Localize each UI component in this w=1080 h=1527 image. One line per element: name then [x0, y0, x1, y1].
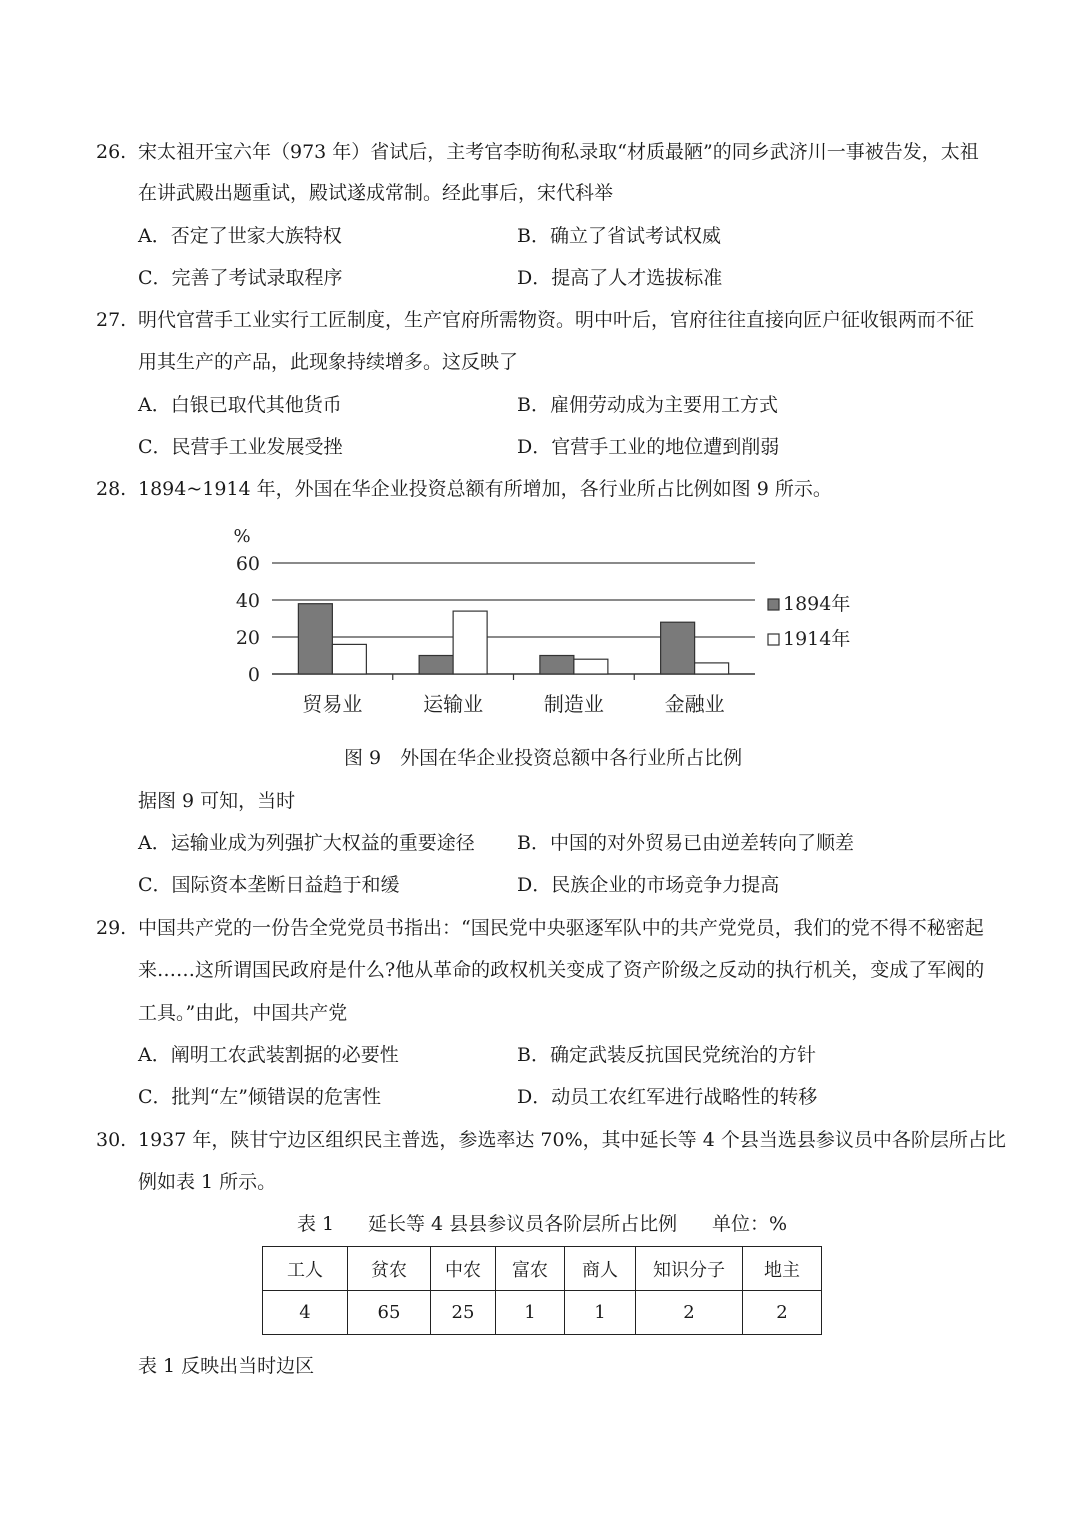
question-27-option-a[interactable]: A．白银已取代其他货币	[138, 394, 342, 416]
question-29-stem-line2: 来……这所谓国民政府是什么?他从革命的政权机关变成了资产阶级之反动的执行机关，变成了军阀的	[138, 959, 985, 981]
question-29-option-d[interactable]: D．动员工农红军进行战略性的转移	[517, 1086, 818, 1108]
question-26-number: 26.	[96, 141, 127, 163]
question-29-stem-line1: 中国共产党的一份告全党党员书指出：“国民党中央驱逐军队中的共产党党员，我们的党不得不秘密起	[138, 917, 984, 939]
question-28-option-a[interactable]: A．运输业成为列强扩大权益的重要途径	[138, 832, 475, 854]
council-composition-table	[262, 1246, 822, 1335]
bar-series-2	[453, 611, 487, 674]
table-value-cell: 65	[348, 1291, 431, 1335]
bar-series-1	[298, 604, 332, 674]
legend-swatch	[768, 634, 779, 645]
table-header-cell: 知识分子	[636, 1247, 743, 1291]
y-axis-unit-label: %	[233, 526, 251, 547]
table-value-cell: 4	[263, 1291, 348, 1335]
question-27-option-b[interactable]: B．雇佣劳动成为主要用工方式	[517, 394, 778, 416]
x-category-label: 运输业	[423, 692, 484, 716]
y-tick-label: 20	[235, 627, 260, 649]
question-28-option-d[interactable]: D．民族企业的市场竞争力提高	[517, 874, 780, 896]
table-value-cell: 25	[431, 1291, 496, 1335]
question-26-option-a[interactable]: A．否定了世家大族特权	[138, 225, 342, 247]
question-30-stem-line2: 例如表 1 所示。	[138, 1171, 277, 1193]
table-header-cell: 贫农	[348, 1247, 431, 1291]
bar-series-1	[540, 656, 574, 675]
question-28-after-figure: 据图 9 可知，当时	[138, 790, 296, 812]
question-29-option-a[interactable]: A．阐明工农武装割据的必要性	[138, 1044, 399, 1066]
question-27-number: 27.	[96, 309, 127, 331]
table-header-cell: 地主	[743, 1247, 822, 1291]
legend-label: 1894年	[783, 593, 851, 615]
table-header-cell: 中农	[431, 1247, 496, 1291]
question-30-number: 30.	[96, 1129, 127, 1151]
question-26-stem-line2: 在讲武殿出题重试，殿试遂成常制。经此事后，宋代科举	[138, 182, 614, 204]
question-28-option-c[interactable]: C．国际资本垄断日益趋于和缓	[138, 874, 400, 896]
bar-series-1	[419, 656, 453, 675]
bar-series-2	[574, 659, 608, 674]
question-27-stem-line2: 用其生产的产品，此现象持续增多。这反映了	[138, 351, 519, 373]
question-27-stem-line1: 明代官营手工业实行工匠制度，生产官府所需物资。明中叶后，官府往往直接向匠户征收银两而不征	[138, 309, 975, 331]
question-26-stem-line1: 宋太祖开宝六年（973 年）省试后，主考官李昉徇私录取“材质最陋”的同乡武济川一事被告发，太祖	[138, 141, 979, 163]
question-26-option-b[interactable]: B．确立了省试考试权威	[517, 225, 721, 247]
legend-swatch	[768, 599, 779, 610]
question-28-option-b[interactable]: B．中国的对外贸易已由逆差转向了顺差	[517, 832, 854, 854]
table-header-cell: 工人	[263, 1247, 348, 1291]
table-header-row	[263, 1247, 822, 1291]
question-27-option-d[interactable]: D．官营手工业的地位遭到削弱	[517, 436, 780, 458]
question-30-stem-line1: 1937 年，陕甘宁边区组织民主普选，参选率达 70%，其中延长等 4 个县当选县参议员中各阶层所占比	[138, 1129, 1006, 1151]
legend-label: 1914年	[783, 628, 851, 650]
question-26-option-c[interactable]: C．完善了考试录取程序	[138, 267, 343, 289]
question-29-option-b[interactable]: B．确定武装反抗国民党统治的方针	[517, 1044, 816, 1066]
bar-series-2	[695, 663, 729, 674]
table-header-cell: 富农	[496, 1247, 565, 1291]
question-29-stem-line3: 工具。”由此，中国共产党	[138, 1002, 348, 1024]
table-value-row	[263, 1291, 822, 1335]
x-category-label: 金融业	[664, 692, 725, 716]
table-value-cell: 1	[496, 1291, 565, 1335]
y-tick-label: 0	[247, 664, 260, 686]
x-category-label: 制造业	[543, 692, 604, 716]
table-1-unit: 单位：%	[712, 1213, 788, 1235]
table-value-cell: 2	[743, 1291, 822, 1335]
question-29-number: 29.	[96, 917, 127, 939]
x-category-label: 贸易业	[302, 692, 363, 716]
question-28-stem-line1: 1894~1914 年，外国在华企业投资总额有所增加，各行业所占比例如图 9 所示。	[138, 478, 832, 500]
table-value-cell: 2	[636, 1291, 743, 1335]
table-1-title: 延长等 4 县县参议员各阶层所占比例	[368, 1213, 678, 1235]
table-1-label: 表 1	[297, 1213, 335, 1235]
bar-series-2	[332, 644, 366, 674]
question-26-option-d[interactable]: D．提高了人才选拔标准	[517, 267, 723, 289]
question-28-number: 28.	[96, 478, 127, 500]
question-30-after-table: 表 1 反映出当时边区	[138, 1355, 315, 1377]
question-29-option-c[interactable]: C．批判“左”倾错误的危害性	[138, 1086, 381, 1108]
table-value-cell: 1	[565, 1291, 636, 1335]
figure-9-caption: 图 9 外国在华企业投资总额中各行业所占比例	[344, 747, 743, 769]
y-tick-label: 60	[235, 553, 260, 575]
table-header-cell: 商人	[565, 1247, 636, 1291]
investment-bar-chart	[220, 515, 860, 725]
bar-series-1	[661, 622, 695, 674]
question-27-option-c[interactable]: C．民营手工业发展受挫	[138, 436, 343, 458]
y-tick-label: 40	[235, 590, 260, 612]
